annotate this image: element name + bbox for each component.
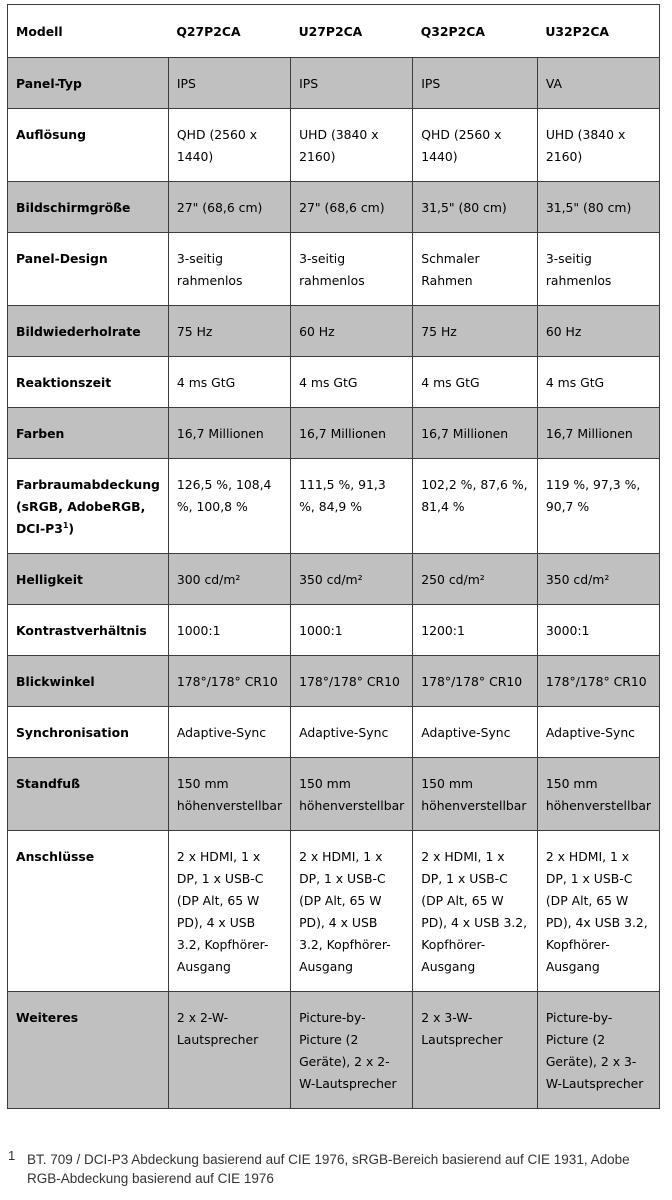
- footnote-text: BT. 709 / DCI-P3 Abdeckung basierend auf CIE 1976, sRGB-Bereich basierend auf CIE 1931, Adobe RGB-Abdeckung basierend auf CIE 1976: [27, 1152, 630, 1186]
- table-cell: 2 x HDMI, 1 x DP, 1 x USB-C (DP Alt, 65 W PD), 4 x USB 3.2, Kopfhörer-Ausgang: [291, 831, 413, 992]
- table-row: [8, 306, 660, 357]
- row-label: [8, 758, 169, 831]
- table-cell: IPS: [291, 58, 413, 109]
- table-cell: 2 x HDMI, 1 x DP, 1 x USB-C (DP Alt, 65 W PD), 4 x USB 3.2, Kopfhörer-Ausgang: [413, 831, 538, 992]
- row-label: [8, 58, 169, 109]
- table-cell: 178°/178° CR10: [413, 656, 538, 707]
- row-label-text: Weiteres: [16, 1010, 79, 1025]
- table-cell: 2 x HDMI, 1 x DP, 1 x USB-C (DP Alt, 65 W PD), 4x USB 3.2, Kopfhörer-Ausgang: [537, 831, 659, 992]
- table-cell: IPS: [413, 58, 538, 109]
- row-label: [8, 656, 169, 707]
- table-cell: 2 x 2-W-Lautsprecher: [168, 992, 290, 1109]
- table-cell: 126,5 %, 108,4 %, 100,8 %: [168, 459, 290, 554]
- row-label-text: Blickwinkel: [16, 674, 95, 689]
- table-cell: 16,7 Millionen: [413, 408, 538, 459]
- table-cell: 350 cd/m²: [537, 554, 659, 605]
- table-row: [8, 707, 660, 758]
- table-cell: Adaptive-Sync: [168, 707, 290, 758]
- table-cell: Adaptive-Sync: [291, 707, 413, 758]
- table-cell: 4 ms GtG: [537, 357, 659, 408]
- table-cell: 75 Hz: [413, 306, 538, 357]
- table-cell: 3-seitig rahmenlos: [168, 233, 290, 306]
- table-cell: Adaptive-Sync: [413, 707, 538, 758]
- row-label: [8, 831, 169, 992]
- table-cell: 178°/178° CR10: [168, 656, 290, 707]
- table-row: [8, 357, 660, 408]
- table-cell: 3-seitig rahmenlos: [537, 233, 659, 306]
- table-cell: IPS: [168, 58, 290, 109]
- table-cell: 16,7 Millionen: [168, 408, 290, 459]
- row-label: [8, 233, 169, 306]
- table-cell: 178°/178° CR10: [537, 656, 659, 707]
- header-cell-model: Modell: [8, 5, 169, 58]
- table-cell: QHD (2560 x 1440): [413, 109, 538, 182]
- row-label-text: Farbraumabdeckung (sRGB, AdobeRGB, DCI-P3: [16, 477, 160, 536]
- footnote-reference: 1: [62, 520, 69, 530]
- table-cell: Picture-by-Picture (2 Geräte), 2 x 2-W-Lautsprecher: [291, 992, 413, 1109]
- table-row: [8, 554, 660, 605]
- table-cell: Picture-by-Picture (2 Geräte), 2 x 3-W-Lautsprecher: [537, 992, 659, 1109]
- row-label-text: Synchronisation: [16, 725, 129, 740]
- table-cell: VA: [537, 58, 659, 109]
- header-cell-q27p2ca: Q27P2CA: [168, 5, 290, 58]
- row-label: [8, 109, 169, 182]
- row-label: [8, 992, 169, 1109]
- row-label-text: Panel-Design: [16, 251, 108, 266]
- table-cell: 150 mm höhenverstellbar: [413, 758, 538, 831]
- table-cell: 60 Hz: [291, 306, 413, 357]
- table-cell: Schmaler Rahmen: [413, 233, 538, 306]
- row-label-text: Panel-Typ: [16, 76, 82, 91]
- table-row: [8, 758, 660, 831]
- table-cell: 60 Hz: [537, 306, 659, 357]
- table-cell: 1000:1: [168, 605, 290, 656]
- row-label: [8, 605, 169, 656]
- table-cell: 16,7 Millionen: [291, 408, 413, 459]
- table-cell: UHD (3840 x 2160): [537, 109, 659, 182]
- row-label-text: Bildwiederholrate: [16, 324, 141, 339]
- table-cell: Adaptive-Sync: [537, 707, 659, 758]
- table-cell: 1200:1: [413, 605, 538, 656]
- table-cell: 4 ms GtG: [413, 357, 538, 408]
- row-label: [8, 182, 169, 233]
- table-cell: 111,5 %, 91,3 %, 84,9 %: [291, 459, 413, 554]
- row-label-text: Auflösung: [16, 127, 86, 142]
- table-row: [8, 605, 660, 656]
- table-cell: 4 ms GtG: [291, 357, 413, 408]
- table-cell: 119 %, 97,3 %, 90,7 %: [537, 459, 659, 554]
- row-label-text: Anschlüsse: [16, 849, 95, 864]
- table-cell: 16,7 Millionen: [537, 408, 659, 459]
- row-label-text: Kontrastverhältnis: [16, 623, 147, 638]
- table-row: [8, 58, 660, 109]
- table-cell: 300 cd/m²: [168, 554, 290, 605]
- table-row: [8, 992, 660, 1109]
- table-cell: 4 ms GtG: [168, 357, 290, 408]
- row-label: [8, 408, 169, 459]
- table-cell: 1000:1: [291, 605, 413, 656]
- table-cell: 2 x 3-W-Lautsprecher: [413, 992, 538, 1109]
- spec-comparison-table: [7, 4, 660, 1109]
- table-cell: 27" (68,6 cm): [291, 182, 413, 233]
- row-label-text: Helligkeit: [16, 572, 83, 587]
- row-label-text: Reaktionszeit: [16, 375, 112, 390]
- header-cell-u27p2ca: U27P2CA: [291, 5, 413, 58]
- header-cell-u32p2ca: U32P2CA: [537, 5, 659, 58]
- table-cell: 31,5" (80 cm): [537, 182, 659, 233]
- table-cell: 150 mm höhenverstellbar: [291, 758, 413, 831]
- table-cell: QHD (2560 x 1440): [168, 109, 290, 182]
- table-cell: 31,5" (80 cm): [413, 182, 538, 233]
- table-cell: 178°/178° CR10: [291, 656, 413, 707]
- table-cell: 150 mm höhenverstellbar: [168, 758, 290, 831]
- table-row: [8, 233, 660, 306]
- table-row: [8, 831, 660, 992]
- row-label-text: Bildschirmgröße: [16, 200, 131, 215]
- table-row: [8, 459, 660, 554]
- table-cell: 27" (68,6 cm): [168, 182, 290, 233]
- row-label: [8, 707, 169, 758]
- table-row: [8, 182, 660, 233]
- table-cell: 150 mm höhenverstellbar: [537, 758, 659, 831]
- table-row: [8, 109, 660, 182]
- table-cell: 350 cd/m²: [291, 554, 413, 605]
- table-cell: UHD (3840 x 2160): [291, 109, 413, 182]
- table-cell: 250 cd/m²: [413, 554, 538, 605]
- footnote-marker: 1: [8, 1148, 16, 1163]
- row-label-text: Farben: [16, 426, 65, 441]
- row-label: [8, 554, 169, 605]
- table-row: [8, 656, 660, 707]
- table-cell: 2 x HDMI, 1 x DP, 1 x USB-C (DP Alt, 65 W PD), 4 x USB 3.2, Kopfhörer-Ausgang: [168, 831, 290, 992]
- table-cell: 3-seitig rahmenlos: [291, 233, 413, 306]
- row-label: [8, 357, 169, 408]
- row-label-tail: ): [68, 521, 75, 536]
- header-cell-q32p2ca: Q32P2CA: [413, 5, 538, 58]
- row-label-text: Standfuß: [16, 776, 81, 791]
- table-cell: 102,2 %, 87,6 %, 81,4 %: [413, 459, 538, 554]
- table-row: [8, 408, 660, 459]
- table-header-row: [8, 5, 660, 58]
- footnote: [8, 1150, 648, 1188]
- table-cell: 75 Hz: [168, 306, 290, 357]
- row-label: [8, 459, 169, 554]
- row-label: [8, 306, 169, 357]
- table-cell: 3000:1: [537, 605, 659, 656]
